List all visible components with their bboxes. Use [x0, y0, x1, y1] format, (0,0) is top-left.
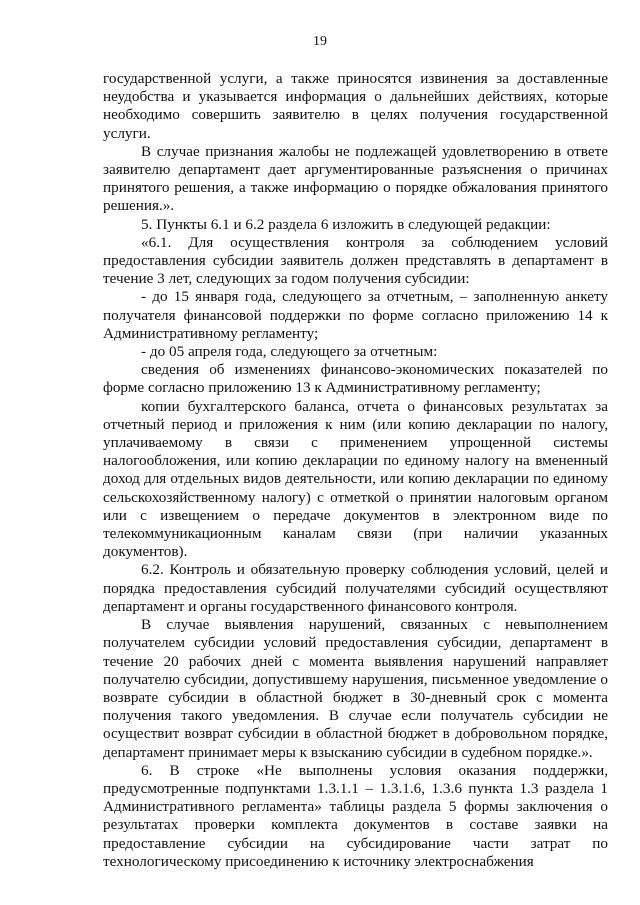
paragraph-item-6: 6. В строке «Не выполнены условия оказания поддержки, предусмотренные подпунктами 1.3.1.1 – 1.3.1.6, 1.3.6 пункта 1.3 раздела 1 Административного регламента» таблицы раздела 5 формы заключения о результатах проверки комплекта документов в составе заявки на предоставление субсидии на субсидирование части затрат по технологическому присоединению к источнику электроснабжения [103, 761, 608, 870]
paragraph-item-5: 5. Пункты 6.1 и 6.2 раздела 6 изложить в следующей редакции: [141, 215, 551, 233]
paragraph-complaint-rejection: В случае признания жалобы не подлежащей удовлетворению в ответе заявителю департамент дает аргументированные разъяснения о причинах принятого решения, а также информацию о порядке обжалования принятого решения.». [103, 142, 608, 215]
paragraph-balance-copies: копии бухгалтерского баланса, отчета о финансовых результатах за отчетный период и приложения к ним (или копию декларации по налогу, уплачиваемому в связи с применением упрощенной системы налогообложения, или копию декларации по единому налогу на вмененный доход для отдельных видов деятельности, или копию декларации по единому сельскохозяйственному налогу) с отметкой о принятии налоговым органом или с извещением о передаче документов в электронном виде по телекоммуникационным каналам связи (при наличии указанных документов). [103, 397, 608, 561]
paragraph-deadline-jan-15: - до 15 января года, следующего за отчетным, – заполненную анкету получателя финансовой поддержки по форме согласно приложению 14 к Административному регламенту; [103, 288, 608, 342]
paragraph-deadline-apr-05: - до 05 апреля года, следующего за отчетным: [141, 343, 438, 361]
paragraph-financial-indicators: сведения об изменениях финансово-экономических показателей по форме согласно приложению 13 к Административному регламенту; [103, 361, 608, 397]
page-number: 19 [313, 34, 327, 49]
paragraph-violations: В случае выявления нарушений, связанных с невыполнением получателем субсидии условий предоставления субсидии, департамент в течение 20 рабочих дней с момента выявления нарушений направляет получателю субсидии, допустившему нарушения, письменное уведомление о возврате субсидии в областной бюджет в 30-дневный срок с момента получения такого уведомления. В случае если получатель субсидии не осуществит возврат субсидии в областной бюджет в добровольном порядке, департамент принимает меры к взысканию субсидии в судебном порядке.». [103, 616, 608, 761]
paragraph-6-2: 6.2. Контроль и обязательную проверку соблюдения условий, целей и порядка предоставления субсидий получателями субсидий осуществляют департамент и органы государственного финансового контроля. [103, 561, 608, 615]
paragraph-continuation: государственной услуги, а также приносятся извинения за доставленные неудобства и указывается информация о дальнейших действиях, которые необходимо совершить заявителю в целях получения государственной услуги. [103, 70, 608, 142]
paragraph-6-1: «6.1. Для осуществления контроля за соблюдением условий предоставления субсидии заявитель должен представлять в департамент в течение 3 лет, следующих за годом получения субсидии: [103, 233, 608, 288]
document-body [103, 70, 608, 871]
